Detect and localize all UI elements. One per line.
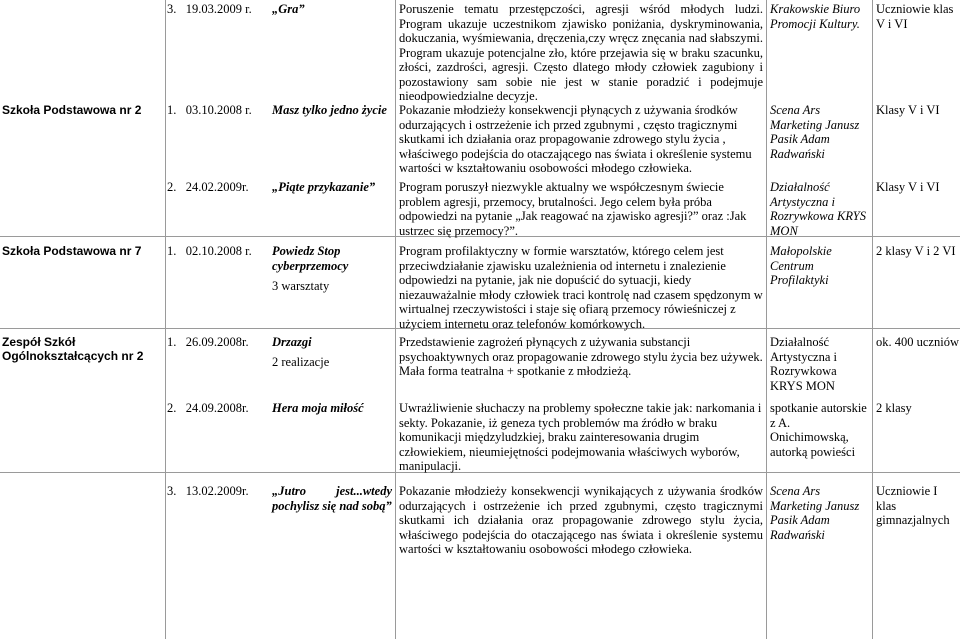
school-name: Zespół Szkół Ogólnokształcących nr 2 bbox=[2, 335, 144, 363]
program-organizer: Krakowskie Biuro Promocji Kultury. bbox=[770, 2, 861, 31]
row-number-date: 1. 02.10.2008 r. bbox=[167, 244, 252, 258]
program-audience: 2 klasy bbox=[876, 401, 912, 415]
row-number-date: 3. 13.02.2009r. bbox=[167, 484, 249, 498]
program-title: Powiedz Stop cyberprzemocy bbox=[272, 244, 349, 273]
program-organizer: Scena Ars Marketing Janusz Pasik Adam Radwański bbox=[770, 103, 860, 161]
program-audience: Uczniowie I klas gimnazjalnych bbox=[876, 484, 950, 527]
program-organizer: Scena Ars Marketing Janusz Pasik Adam Radwański bbox=[770, 484, 860, 542]
program-audience: ok. 400 uczniów bbox=[876, 335, 959, 349]
program-description: Poruszenie tematu przestępczości, agresji wśród młodych ludzi. Program ukazuje uczestnikom zjawisko poniżania, dyskryminowania, dokuczania, wyśmiewania, dręczenia,czy wręcz znęcania nad słabszymi. Program ukazuje potencjalne zło, które przejawia się w braku szacunku, złości, zazdrości, agresji. Często dlatego młody człowiek zagubiony i pozostawiony sam sobie nie jest w stanie poradzić i podejmuje nieodpowiedzialne decyzje. bbox=[399, 2, 763, 103]
program-audience: 2 klasy V i 2 VI bbox=[876, 244, 956, 258]
program-title: Hera moja miłość bbox=[272, 401, 364, 415]
school-name: Szkoła Podstawowa nr 7 bbox=[2, 244, 142, 258]
program-title: „Jutro jest...wtedy pochylisz się nad sobą” bbox=[272, 484, 392, 513]
program-description: Przedstawienie zagrożeń płynących z używania substancji psychoaktywnych oraz propagowanie zdrowego stylu życia bez używek. Mała forma teatralna + spotkanie z młodzieżą. bbox=[399, 335, 763, 378]
program-audience: Klasy V i VI bbox=[876, 180, 940, 194]
row-number-date: 2. 24.02.2009r. bbox=[167, 180, 249, 194]
row-number-date: 1. 03.10.2008 r. bbox=[167, 103, 252, 117]
grid-vline bbox=[766, 0, 767, 639]
program-title: Drzazgi bbox=[272, 335, 312, 349]
program-organizer: Działalność Artystyczna i Rozrywkowa KRYS MON bbox=[770, 180, 866, 238]
program-title: „Piąte przykazanie” bbox=[272, 180, 376, 194]
grid-vline bbox=[165, 0, 166, 639]
program-description: Program profilaktyczny w formie warsztatów, którego celem jest przeciwdziałanie zjawisku uzależnienia od internetu i znalezienie odpowiedzi na pytanie, jak nie dopuścić do sytuacji, kiedy niezauważalnie młody człowiek traci kontrolę nad czasem spędzonym w wirtualnej rzeczywistości i staje się ofiarą przemocy rówieśniczej z użyciem internetu oraz telefonów komórkowych. bbox=[399, 244, 763, 331]
program-organizer: Małopolskie Centrum Profilaktyki bbox=[770, 244, 832, 287]
program-title: Masz tylko jedno życie bbox=[272, 103, 387, 117]
grid-vline bbox=[395, 0, 396, 639]
program-format: 3 warsztaty bbox=[272, 279, 330, 293]
program-audience: Klasy V i VI bbox=[876, 103, 940, 117]
row-number-date: 1. 26.09.2008r. bbox=[167, 335, 249, 349]
program-audience: Uczniowie klas V i VI bbox=[876, 2, 954, 31]
program-description: Pokazanie młodzieży konsekwencji płynących z używania środków odurzających i ostrzeżenie ich przed zgubnymi , często tragicznymi skutkami ich działania oraz propagowanie zdrowego stylu życia , właściwego podejścia do otaczającego nas świata i określenie systemu wartości w kształtowaniu osobowości młodego człowieka. bbox=[399, 103, 752, 175]
grid-vline bbox=[872, 0, 873, 639]
program-description: Program poruszył niezwykle aktualny we współczesnym świecie problem agresji, przemocy, brutalności. Jego celem była próba odpowiedzi na pytanie „Jak reagować na zjawisko agresji?” oraz :Jak ustrzec się przemocy?”. bbox=[399, 180, 747, 238]
program-organizer: Działalność Artystyczna i Rozrywkowa KRYS MON bbox=[770, 335, 837, 393]
row-number-date: 3. 19.03.2009 r. bbox=[167, 2, 252, 16]
program-title: „Gra” bbox=[272, 2, 305, 16]
row-number-date: 2. 24.09.2008r. bbox=[167, 401, 249, 415]
program-description: Uwrażliwienie słuchaczy na problemy społeczne takie jak: narkomania i sekty. Pokazanie, iż geneza tych problemów ma źródło w braku komunikacji międzyludzkiej, braku zainteresowania drugim człowiekiem, nieumiejętności podejmowania właściwych wyborów, manipulacji. bbox=[399, 401, 762, 473]
program-format: 2 realizacje bbox=[272, 355, 330, 369]
school-name: Szkoła Podstawowa nr 2 bbox=[2, 103, 142, 117]
program-organizer: spotkanie autorskie z A. Onichimowską, autorką powieści bbox=[770, 401, 867, 459]
program-description: Pokazanie młodzieży konsekwencji wynikających z używania środków odurzających i ostrzeżenie ich przed zgubnymi, często tragicznymi skutkami ich działania oraz propagowanie zdrowego stylu życia, właściwego podejścia do otaczającego nas świata i określenie systemu wartości w kształtowaniu osobowości młodego człowieka. bbox=[399, 484, 763, 556]
